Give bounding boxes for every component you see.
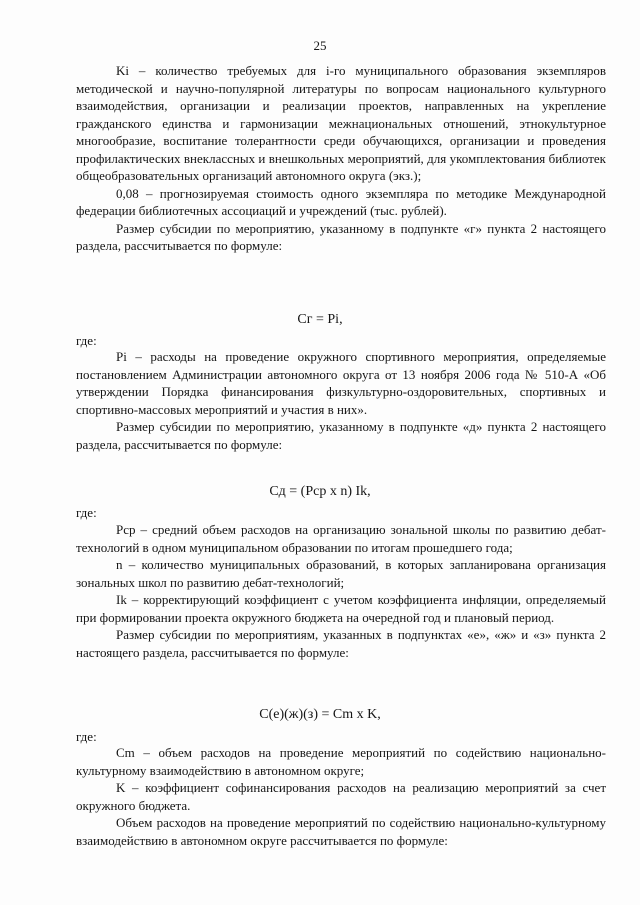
pcp-definition-block xyxy=(76,521,606,661)
paragraph-cm: Cm – объем расходов на проведение мероприятий по содействию национально-культурному взаимодействию в автономном округе; xyxy=(76,745,606,778)
ki-definition-block xyxy=(76,62,606,255)
formula-cd: Cд = (Pср x n) Ik, xyxy=(269,484,371,499)
cm-definition-block xyxy=(76,744,606,849)
paragraph-subsidy-d: Размер субсидии по мероприятию, указанному в подпункте «д» пункта 2 настоящего раздела, рассчитывается по формуле: xyxy=(76,419,606,452)
pi-definition-block xyxy=(76,348,606,453)
formula-cezhz: C(е)(ж)(з) = Cm x K, xyxy=(259,707,381,722)
paragraph-cost: 0,08 – прогнозируемая стоимость одного экземпляра по методике Международной федерации библиотечных ассоциаций и учреждений (тыс. рублей). xyxy=(76,185,606,218)
page-number: 25 xyxy=(313,38,327,53)
paragraph-subsidy-ezhz: Размер субсидии по мероприятиям, указанных в подпунктах «е», «ж» и «з» пункта 2 настоящего раздела, рассчитывается по формуле: xyxy=(76,627,606,660)
paragraph-ki: Ki – количество требуемых для i-го муниципального образования экземпляров методической и научно-популярной литературы по вопросам национального культурного взаимодействия, организации и реализации проектов, направленных на укрепление гражданского единства и гармонизации межнациональных отношений, этнокультурное многообразие, воспитание толерантности среди обучающихся, организации и проведения профилактических внеклассных и внешкольных мероприятий, для укомплектования библиотек общеобразовательных организаций автономного округа (экз.); xyxy=(76,63,606,183)
where-label: где: xyxy=(76,505,97,520)
paragraph-n: n – количество муниципальных образований, в которых запланирована организация зональных школ по развитию дебат-технологий; xyxy=(76,557,606,590)
paragraph-pi: Pi – расходы на проведение окружного спортивного мероприятия, определяемые постановлением Администрации автономного округа от 13 ноября 2006 года № 510-А «Об утверждении Порядка финансирования физкультурно-оздоровительных, спортивных и спортивно-массовых мероприятий и участия в них». xyxy=(76,349,606,417)
paragraph-subsidy-g: Размер субсидии по мероприятию, указанному в подпункте «г» пункта 2 настоящего раздела, рассчитывается по формуле: xyxy=(76,220,606,253)
where-label: где: xyxy=(76,333,97,348)
paragraph-k: K – коэффициент софинансирования расходов на реализацию мероприятий за счет окружного бюджета. xyxy=(76,780,606,813)
where-label: где: xyxy=(76,729,97,744)
paragraph-ik: Ik – корректирующий коэффициент с учетом коэффициента инфляции, определяемый при формировании проекта окружного бюджета на очередной год и плановый период. xyxy=(76,592,606,625)
paragraph-volume: Объем расходов на проведение мероприятий по содействию национально-культурному взаимодействию в автономном округе рассчитывается по формуле: xyxy=(76,815,606,848)
paragraph-pcp: Pср – средний объем расходов на организацию зональной школы по развитию дебат-технологий в одном муниципальном образовании по итогам прошедшего года; xyxy=(76,522,606,555)
formula-cg: Cг = Pi, xyxy=(297,312,343,327)
